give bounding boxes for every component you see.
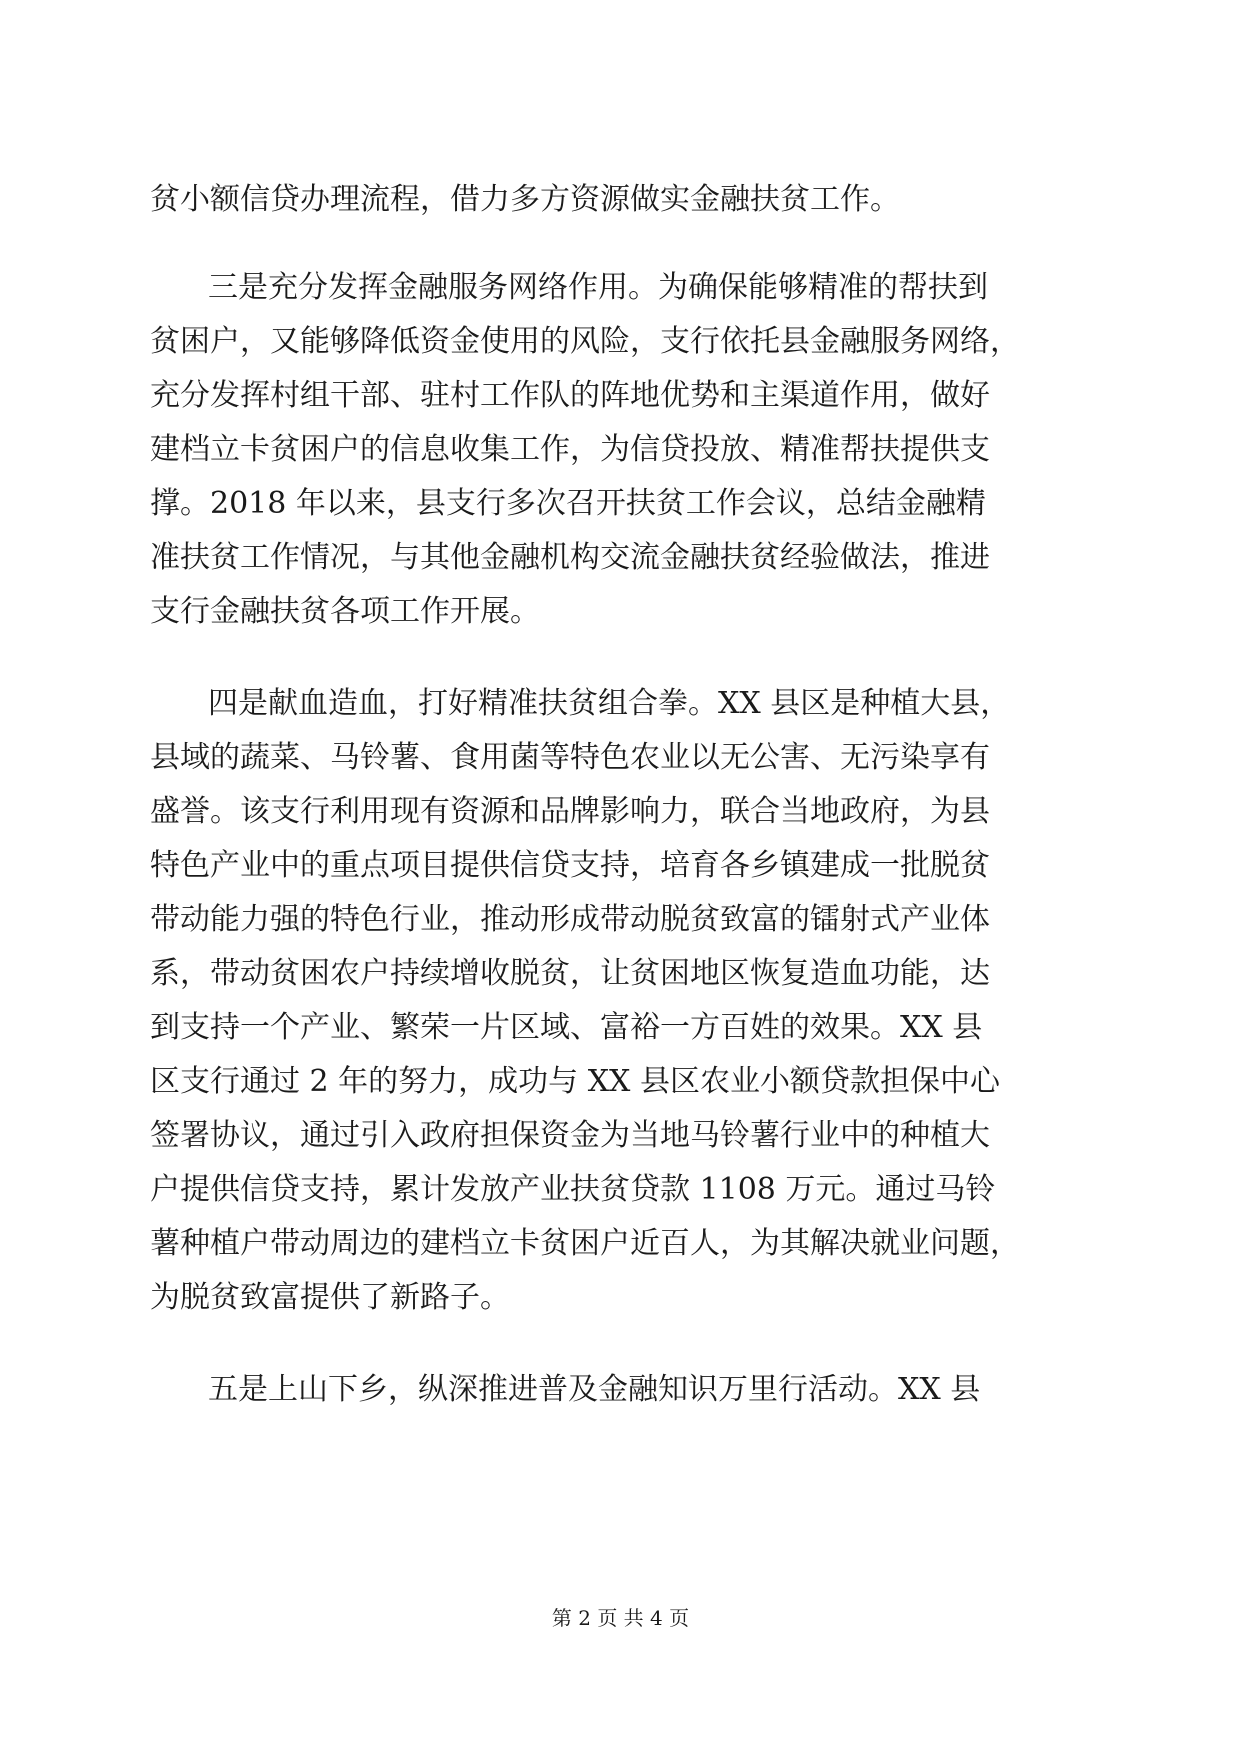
text-line: 四是献血造血，打好精准扶贫组合拳。XX 县区是种植大县， bbox=[208, 686, 1011, 721]
text-line: 贫小额信贷办理流程，借力多方资源做实金融扶贫工作。 bbox=[150, 182, 900, 217]
text-line: 薯种植户带动周边的建档立卡贫困户近百人，为其解决就业问题， bbox=[150, 1226, 1020, 1261]
text-line: 到支持一个产业、繁荣一片区域、富裕一方百姓的效果。XX 县 bbox=[150, 1010, 983, 1045]
text-line: 区支行通过 2 年的努力，成功与 XX 县区农业小额贷款担保中心 bbox=[150, 1064, 1000, 1099]
text-line: 支行金融扶贫各项工作开展。 bbox=[150, 594, 540, 629]
text-line: 建档立卡贫困户的信息收集工作，为信贷投放、精准帮扶提供支 bbox=[150, 432, 990, 467]
text-line: 特色产业中的重点项目提供信贷支持，培育各乡镇建成一批脱贫 bbox=[150, 848, 990, 883]
text-line: 三是充分发挥金融服务网络作用。为确保能够精准的帮扶到 bbox=[208, 270, 988, 305]
page-number-footer: 第 2 页 共 4 页 bbox=[551, 1606, 690, 1630]
text-line: 贫困户，又能够降低资金使用的风险，支行依托县金融服务网络， bbox=[150, 324, 1020, 359]
text-line: 签署协议，通过引入政府担保资金为当地马铃薯行业中的种植大 bbox=[150, 1118, 990, 1153]
text-line: 撑。2018 年以来，县支行多次召开扶贫工作会议，总结金融精 bbox=[150, 486, 986, 521]
text-line: 准扶贫工作情况，与其他金融机构交流金融扶贫经验做法，推进 bbox=[150, 540, 990, 575]
text-line: 为脱贫致富提供了新路子。 bbox=[150, 1280, 510, 1315]
text-line: 系，带动贫困农户持续增收脱贫，让贫困地区恢复造血功能，达 bbox=[150, 956, 990, 991]
text-line: 户提供信贷支持，累计发放产业扶贫贷款 1108 万元。通过马铃 bbox=[150, 1172, 996, 1207]
text-line: 五是上山下乡，纵深推进普及金融知识万里行活动。XX 县 bbox=[208, 1372, 981, 1407]
text-line: 充分发挥村组干部、驻村工作队的阵地优势和主渠道作用，做好 bbox=[150, 378, 990, 413]
text-line: 县域的蔬菜、马铃薯、食用菌等特色农业以无公害、无污染享有 bbox=[150, 740, 990, 775]
text-line: 带动能力强的特色行业，推动形成带动脱贫致富的镭射式产业体 bbox=[150, 902, 990, 937]
text-line: 盛誉。该支行利用现有资源和品牌影响力，联合当地政府，为县 bbox=[150, 794, 990, 829]
